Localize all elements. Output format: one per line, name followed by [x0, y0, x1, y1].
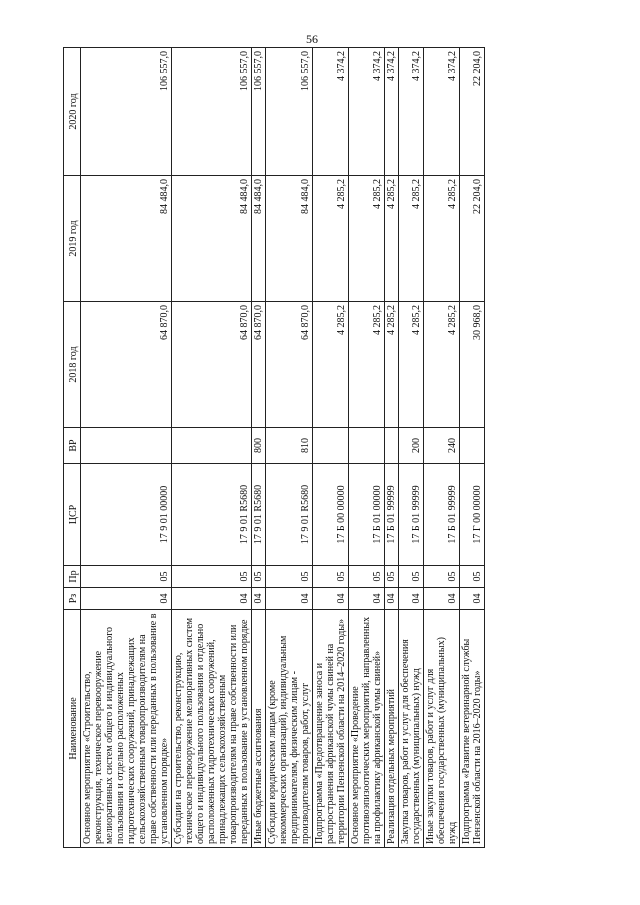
- cell-csr: 17 9 01 R5680: [266, 464, 313, 566]
- cell-2018: 4 285,2: [349, 302, 385, 428]
- table-row: [385, 48, 399, 848]
- cell-2020: 4 374,2: [399, 48, 424, 176]
- cell-rz: 04: [172, 588, 252, 610]
- header-csr: ЦСР: [64, 464, 81, 566]
- cell-name: Иные бюджетные ассигнования: [252, 610, 266, 848]
- cell-name: Закупка товаров, работ и услуг для обеспечения государственных (муниципальных) нужд: [399, 610, 424, 848]
- cell-2018: 64 870,0: [172, 302, 252, 428]
- cell-csr: 17 9 01 R5680: [252, 464, 266, 566]
- cell-vr: [81, 428, 172, 464]
- table-row: [424, 48, 460, 848]
- cell-pr: 05: [424, 566, 460, 588]
- cell-pr: 05: [252, 566, 266, 588]
- header-2018: 2018 год: [64, 302, 81, 428]
- cell-2019: 4 285,2: [313, 176, 349, 302]
- table-row: [399, 48, 424, 848]
- rotated-table-container: [63, 48, 543, 848]
- cell-name: Субсидии на строительство, реконструкцию, техническое перевооружение мелиоративных систем общего и индивидуального пользования и отдельно расположенных гидротехнических сооружений, принадлежащих сельскохозяйственным товаропроизводителям на праве собственности или переданных в пользование в установленном порядке: [172, 610, 252, 848]
- cell-vr: 240: [424, 428, 460, 464]
- cell-rz: 04: [81, 588, 172, 610]
- cell-2018: 4 285,2: [424, 302, 460, 428]
- cell-2020: 4 374,2: [313, 48, 349, 176]
- cell-vr: 800: [252, 428, 266, 464]
- cell-2018: 64 870,0: [81, 302, 172, 428]
- cell-2018: 64 870,0: [266, 302, 313, 428]
- cell-2020: 4 374,2: [349, 48, 385, 176]
- cell-2019: 84 484,0: [81, 176, 172, 302]
- cell-vr: [349, 428, 385, 464]
- cell-name: Основное мероприятие «Строительство, реконструкция, техническое перевооружение мелиоративных систем общего и индивидуального пользования и отдельно расположенных гидротехнических сооружений, принадлежащих сельскохозяйственным товаропроизводителям на праве собственности или переданных в пользование в установленном порядке»: [81, 610, 172, 848]
- cell-2018: 4 285,2: [399, 302, 424, 428]
- cell-rz: 04: [266, 588, 313, 610]
- cell-2019: 22 204,0: [460, 176, 485, 302]
- header-2019: 2019 год: [64, 176, 81, 302]
- cell-csr: 17 Г 00 00000: [460, 464, 485, 566]
- cell-rz: 04: [424, 588, 460, 610]
- cell-rz: 04: [399, 588, 424, 610]
- cell-rz: 04: [385, 588, 399, 610]
- cell-2019: 84 484,0: [252, 176, 266, 302]
- table-row: [349, 48, 385, 848]
- header-name: Наименование: [64, 610, 81, 848]
- cell-vr: [460, 428, 485, 464]
- cell-pr: 05: [313, 566, 349, 588]
- table-row: [313, 48, 349, 848]
- cell-name: Иные закупки товаров, работ и услуг для обеспечения государственных (муниципальных) нужд: [424, 610, 460, 848]
- cell-pr: 05: [81, 566, 172, 588]
- cell-2018: 64 870,0: [252, 302, 266, 428]
- cell-csr: 17 Б 01 99999: [424, 464, 460, 566]
- cell-name: Подпрограмма «Развитие ветеринарной службы Пензенской области на 2016–2020 годы»: [460, 610, 485, 848]
- cell-name: Реализация отдельных мероприятий: [385, 610, 399, 848]
- cell-2020: 4 374,2: [424, 48, 460, 176]
- table-row: [460, 48, 485, 848]
- cell-pr: 05: [399, 566, 424, 588]
- cell-2020: 106 557,0: [266, 48, 313, 176]
- cell-2019: 84 484,0: [266, 176, 313, 302]
- cell-2020: 4 374,2: [385, 48, 399, 176]
- budget-table: [63, 47, 485, 848]
- cell-2018: 30 968,0: [460, 302, 485, 428]
- cell-vr: [385, 428, 399, 464]
- cell-rz: 04: [313, 588, 349, 610]
- cell-pr: 05: [385, 566, 399, 588]
- cell-2018: 4 285,2: [385, 302, 399, 428]
- cell-2019: 4 285,2: [399, 176, 424, 302]
- cell-csr: 17 Б 00 00000: [313, 464, 349, 566]
- cell-pr: 05: [460, 566, 485, 588]
- cell-vr: [313, 428, 349, 464]
- page-number: 56: [306, 32, 318, 46]
- cell-2020: 106 557,0: [172, 48, 252, 176]
- header-rz: Рз: [64, 588, 81, 610]
- cell-2020: 106 557,0: [252, 48, 266, 176]
- table-row: [266, 48, 313, 848]
- cell-vr: 200: [399, 428, 424, 464]
- cell-2020: 22 204,0: [460, 48, 485, 176]
- cell-csr: 17 9 01 00000: [81, 464, 172, 566]
- cell-rz: 04: [349, 588, 385, 610]
- cell-2020: 106 557,0: [81, 48, 172, 176]
- cell-name: Субсидии юридическим лицам (кроме некоммерческих организаций), индивидуальным предпринимателям, физическим лицам - производителям товаров, работ, услуг: [266, 610, 313, 848]
- cell-name: Основное мероприятие «Проведение противоэпизоотических мероприятий, направленных на профилактику африканской чумы свиней»: [349, 610, 385, 848]
- cell-2019: 4 285,2: [385, 176, 399, 302]
- cell-vr: [172, 428, 252, 464]
- cell-csr: 17 Б 01 99999: [385, 464, 399, 566]
- header-pr: Пр: [64, 566, 81, 588]
- cell-csr: 17 Б 01 00000: [349, 464, 385, 566]
- cell-2019: 4 285,2: [349, 176, 385, 302]
- table-row: [172, 48, 252, 848]
- cell-2019: 4 285,2: [424, 176, 460, 302]
- cell-2018: 4 285,2: [313, 302, 349, 428]
- cell-rz: 04: [252, 588, 266, 610]
- cell-pr: 05: [172, 566, 252, 588]
- cell-name: Подпрограмма «Предотвращение заноса и распространения африканской чумы свиней на территории Пензенской области на 2014–2020 годы»: [313, 610, 349, 848]
- cell-pr: 05: [266, 566, 313, 588]
- table-header-row: [64, 48, 81, 848]
- cell-rz: 04: [460, 588, 485, 610]
- cell-vr: 810: [266, 428, 313, 464]
- table-row: [81, 48, 172, 848]
- header-2020: 2020 год: [64, 48, 81, 176]
- table-row: [252, 48, 266, 848]
- cell-pr: 05: [349, 566, 385, 588]
- cell-csr: 17 9 01 R5680: [172, 464, 252, 566]
- cell-csr: 17 Б 01 99999: [399, 464, 424, 566]
- header-vr: ВР: [64, 428, 81, 464]
- cell-2019: 84 484,0: [172, 176, 252, 302]
